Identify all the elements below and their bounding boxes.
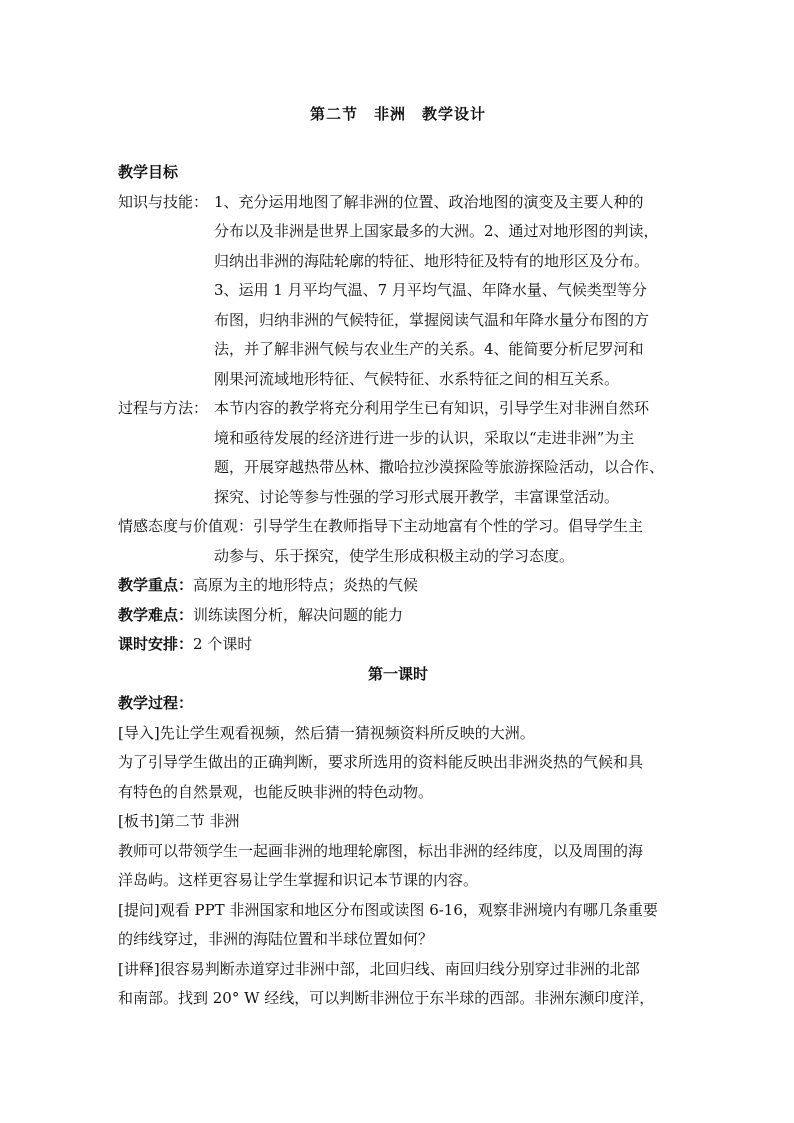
process-methods-body [214,394,678,512]
process-methods-label: 过程与方法： [118,399,209,417]
step-line: [导入]先让学生观看视频，然后猜一猜视频资料所反映的大洲。 [118,723,535,742]
step-line: [提问]观看 PPT 非洲国家和地区分布图或读图 6-16，观察非洲境内有哪几条重要 [118,900,658,919]
knowledge-skills-label: 知识与技能： [118,192,209,211]
knowledge-line: 1、充分运用地图了解非洲的位置、政治地图的演变及主要人种的 [214,192,644,211]
step-line: 洋岛屿。这样更容易让学生掌握和识记本节课的内容。 [118,871,479,889]
process-line: 题，开展穿越热带丛林、撒哈拉沙漠探险等旅游探险活动，以合作、 [214,458,665,476]
step-line: 为了引导学生做出的正确判断，要求所选用的资料能反映出非洲炎热的气候和具 [118,753,644,771]
emotion-line: 动参与、乐于探究，使学生形成积极主动的学习态度。 [214,546,575,565]
knowledge-line: 归纳出非洲的海陆轮廓的特征、地形特征及特有的地形区及分布。 [214,251,650,270]
lesson-heading: 第一课时 [367,664,428,683]
emotion-line: 引导学生在教师指导下主动地富有个性的学习。倡导学生主 [253,517,644,535]
document-title: 第二节 非洲 教学设计 [309,105,486,123]
schedule-text: 2 个课时 [193,635,253,653]
knowledge-line: 3、运用 1 月平均气温、7 月平均气温、年降水量、气候类型等分 [214,281,647,299]
difficulty-label: 教学难点： [118,605,194,624]
knowledge-line: 布图，归纳非洲的气候特征，掌握阅读气温和年降水量分布图的方 [214,310,650,329]
process-heading: 教学过程： [118,694,194,712]
objectives-heading: 教学目标 [118,163,179,181]
difficulty-row [118,601,678,631]
step-line: 有特色的自然景观，也能反映非洲的特色动物。 [118,782,434,801]
key-point-text: 高原为主的地形特点；炎热的气候 [193,576,419,594]
schedule-label: 课时安排： [118,635,194,653]
difficulty-text: 训练读图分析，解决问题的能力 [193,605,404,624]
step-line: 的纬线穿过，非洲的海陆位置和半球位置如何？ [118,930,434,948]
process-line: 本节内容的教学将充分利用学生已有知识，引导学生对非洲自然环 [214,399,650,417]
key-point-label: 教学重点： [118,576,194,594]
knowledge-line: 法，并了解非洲气候与农业生产的关系。4、能简要分析尼罗河和 [214,340,644,358]
step-line: [板书]第二节 非洲 [118,812,240,830]
knowledge-line: 刚果河流域地形特征、气候特征、水系特征之间的相互关系。 [214,369,620,388]
process-line: 境和亟待发展的经济进行进一步的认识，采取以“走进非洲”为主 [214,428,635,447]
knowledge-line: 分布以及非洲是世界上国家最多的大洲。2、通过对地形图的判读， [214,222,659,240]
document-page [118,100,678,1014]
step-line: 教师可以带领学生一起画非洲的地理轮廓图，标出非洲的经纬度，以及周围的海 [118,841,644,860]
step-line: [讲释]很容易判断赤道穿过非洲中部，北回归线、南回归线分别穿过非洲的北部 [118,959,640,978]
schedule-row [118,630,678,660]
emotion-values-first-line [118,512,678,542]
emotion-values-label: 情感态度与价值观： [118,517,254,535]
process-line: 探究、讨论等参与性强的学习形式展开教学，丰富课堂活动。 [214,487,620,506]
process-methods-paragraph [118,394,678,512]
key-point-row [118,571,678,601]
knowledge-skills-paragraph [118,188,678,395]
knowledge-skills-body [214,188,678,395]
step-line: 和南部。找到 20° W 经线，可以判断非洲位于东半球的西部。非洲东濒印度洋， [118,989,655,1007]
